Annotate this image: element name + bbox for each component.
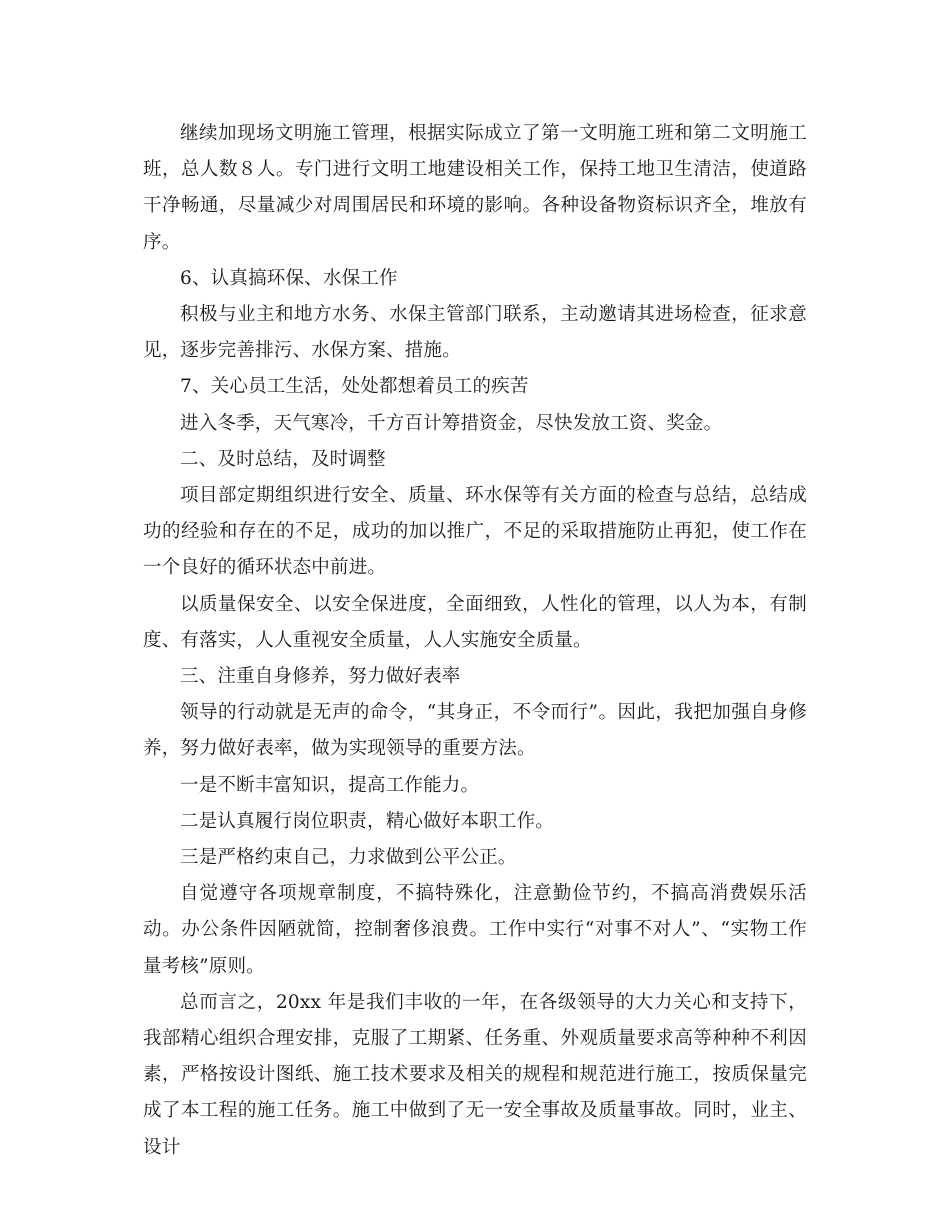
paragraph-point-three: 三是严格约束自己，力求做到公平公正。	[180, 847, 517, 869]
paragraph-point-one: 一是不断丰富知识，提高工作能力。	[180, 774, 480, 796]
heading-employee-care: 7、关心员工生活，处处都想着员工的疾苦	[180, 376, 529, 398]
heading-timely-summary: 二、及时总结，及时调整	[180, 448, 386, 470]
paragraph-leadership: 领导的行动就是无声的命令，“其身正，不令而行”。因此，我把加强自身修养，努力做好表率，做为实现领导的重要方法。	[143, 702, 807, 760]
paragraph-civilized-construction: 继续加现场文明施工管理，根据实际成立了第一文明施工班和第二文明施工班，总人数８人。专门进行文明工地建设相关工作，保持工地卫生清洁，使道路干净畅通，尽量减少对周围居民和环境的影响。各种设备物资标识齐全，堆放有序。	[143, 123, 807, 253]
paragraph-environmental-protection: 积极与业主和地方水务、水保主管部门联系，主动邀请其进场检查，征求意见，逐步完善排污、水保方案、措施。	[143, 304, 807, 362]
paragraph-periodic-inspection: 项目部定期组织进行安全、质量、环水保等有关方面的检查与总结，总结成功的经验和存在的不足，成功的加以推广，不足的采取措施防止再犯，使工作在一个良好的循环状态中前进。	[143, 485, 807, 579]
paragraph-conclusion: 总而言之，20xx 年是我们丰收的一年，在各级领导的大力关心和支持下，我部精心组织合理安排，克服了工期紧、任务重、外观质量要求高等种种不利因素，严格按设计图纸、施工技术要求及相关的规程和规范进行施工，按质保量完成了本工程的施工任务。施工中做到了无一安全事故及质量事故。同时，业主、设计	[143, 991, 807, 1158]
document-body	[143, 116, 807, 1166]
heading-self-cultivation: 三、注重自身修养，努力做好表率	[180, 666, 461, 688]
paragraph-point-two: 二是认真履行岗位职责，精心做好本职工作。	[180, 810, 555, 832]
paragraph-quality-safety: 以质量保安全、以安全保进度，全面细致，人性化的管理，以人为本，有制度、有落实，人人重视安全质量，人人实施安全质量。	[143, 593, 807, 651]
paragraph-employee-care: 进入冬季，天气寒冷，千方百计筹措资金，尽快发放工资、奖金。	[180, 412, 723, 434]
heading-environmental-protection: 6、认真搞环保、水保工作	[180, 267, 398, 289]
paragraph-regulations: 自觉遵守各项规章制度，不搞特殊化，注意勤俭节约，不搞高消费娱乐活动。办公条件因陋就简，控制奢侈浪费。工作中实行“对事不对人”、“实物工作量考核”原则。	[143, 883, 807, 977]
